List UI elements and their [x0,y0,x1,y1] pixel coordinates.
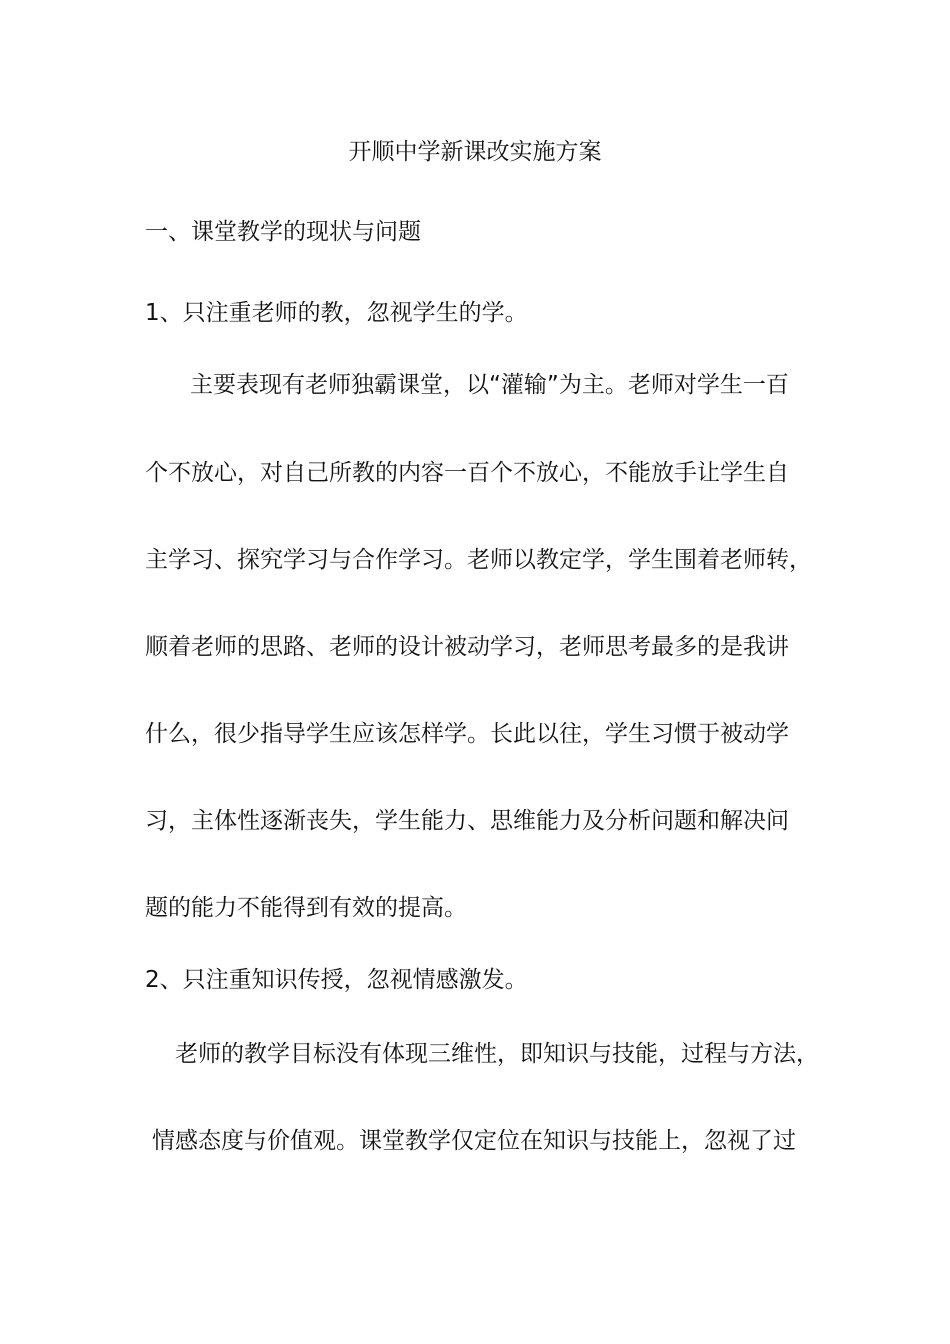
paragraph-line: 个不放心，对自己所教的内容一百个不放心，不能放手让学生自 [145,460,789,486]
paragraph-line: 老师的教学目标没有体现三维性，即知识与技能，过程与方法， [175,1041,819,1067]
item1-heading: 1、只注重老师的教，忽视学生的学。 [145,300,528,326]
paragraph-line: 主学习、探究学习与合作学习。老师以教定学，学生围着老师转， [145,547,812,573]
paragraph-line: 主要表现有老师独霸课堂，以“灌输”为主。老师对学生一百 [190,372,789,398]
document-title: 开顺中学新课改实施方案 [348,139,602,165]
section-heading: 一、课堂教学的现状与问题 [145,219,421,245]
paragraph-line: 习，主体性逐渐丧失，学生能力、思维能力及分析问题和解决问 [145,808,789,834]
paragraph-line: 什么，很少指导学生应该怎样学。长此以往，学生习惯于被动学 [145,721,789,747]
paragraph-line: 题的能力不能得到有效的提高。 [145,895,467,921]
paragraph-line: 情感态度与价值观。课堂教学仅定位在知识与技能上，忽视了过 [152,1128,796,1154]
item2-heading: 2、只注重知识传授，忽视情感激发。 [145,967,528,993]
paragraph-line: 顺着老师的思路、老师的设计被动学习，老师思考最多的是我讲 [145,634,789,660]
